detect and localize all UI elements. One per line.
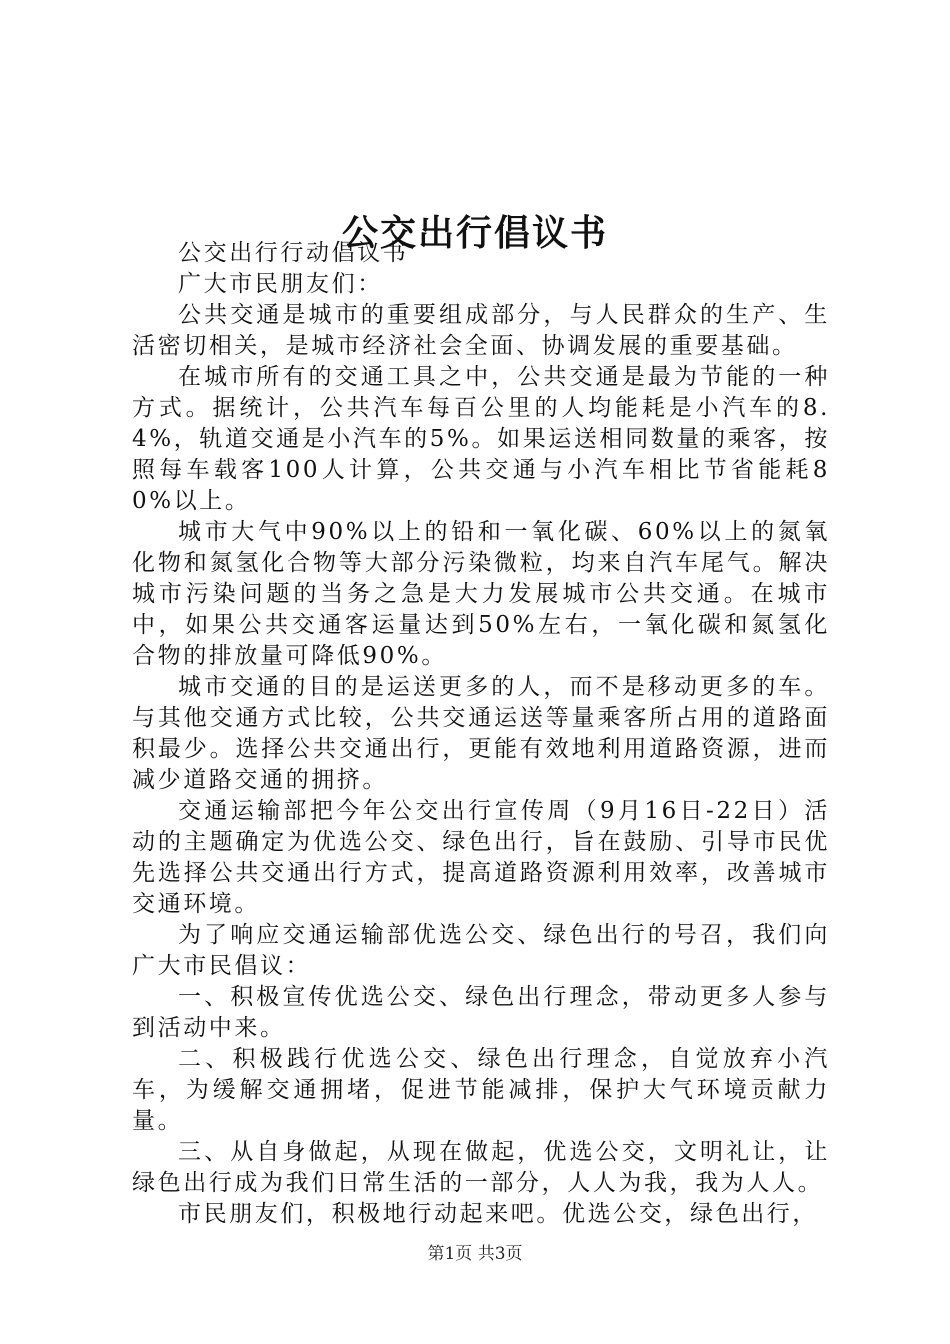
paragraph: 在城市所有的交通工具之中，公共交通是最为节能的一种方式。据统计，公共汽车每百公里的人均能耗是小汽车的8.4%，轨道交通是小汽车的5%。如果运送相同数量的乘客，按照每车载客100人计算，公共交通与小汽车相比节省能耗80%以上。 bbox=[132, 364, 830, 514]
paragraph: 城市大气中90%以上的铅和一氧化碳、60%以上的氮氧化物和氮氢化合物等大部分污染微粒，均来自汽车尾气。解决城市污染问题的当务之急是大力发展城市公共交通。在城市中，如果公共交通客运量达到50%左右，一氧化碳和氮氢化合物的排放量可降低90%。 bbox=[132, 519, 830, 669]
document-title: 公交出行倡议书 bbox=[341, 212, 608, 255]
proposal-item: 一、积极宣传优选公交、绿色出行理念，带动更多人参与到活动中来。 bbox=[132, 984, 830, 1041]
document-body bbox=[132, 238, 830, 1230]
paragraph-salutation: 广大市民朋友们： bbox=[178, 271, 383, 297]
proposal-item: 三、从自身做起，从现在做起，优选公交，文明礼让，让绿色出行成为我们日常生活的一部分，人人为我，我为人人。 bbox=[132, 1139, 830, 1196]
paragraph-subtitle: 公交出行行动倡议书 bbox=[178, 240, 409, 266]
paragraph: 交通运输部把今年公交出行宣传周（9月16日-22日）活动的主题确定为优选公交、绿色出行，旨在鼓励、引导市民优先选择公共交通出行方式，提高道路资源利用效率，改善城市交通环境。 bbox=[132, 798, 830, 917]
paragraph: 城市交通的目的是运送更多的人，而不是移动更多的车。与其他交通方式比较，公共交通运送等量乘客所占用的道路面积最少。选择公共交通出行，更能有效地利用道路资源，进而减少道路交通的拥挤。 bbox=[132, 674, 830, 793]
proposal-item: 二、积极践行优选公交、绿色出行理念，自觉放弃小汽车，为缓解交通拥堵，促进节能减排，保护大气环境贡献力量。 bbox=[132, 1046, 830, 1134]
paragraph: 为了响应交通运输部优选公交、绿色出行的号召，我们向广大市民倡议： bbox=[132, 922, 830, 979]
page-number-footer: 第1页 共3页 bbox=[427, 1244, 523, 1264]
paragraph: 公共交通是城市的重要组成部分，与人民群众的生产、生活密切相关，是城市经济社会全面、协调发展的重要基础。 bbox=[132, 302, 830, 359]
paragraph-closing: 市民朋友们，积极地行动起来吧。优选公交，绿色出行， bbox=[178, 1201, 818, 1227]
